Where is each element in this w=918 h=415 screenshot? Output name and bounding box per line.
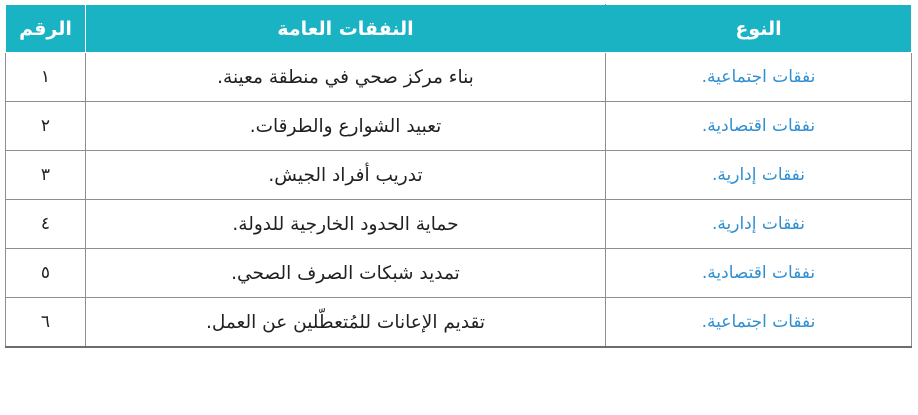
cell-type: نفقات اجتماعية. [606,298,912,348]
cell-number: ٥ [6,249,86,298]
cell-type: نفقات إدارية. [606,151,912,200]
cell-number: ٢ [6,102,86,151]
cell-expense: تقديم الإعانات للمُتعطّلين عن العمل. [86,298,606,348]
cell-type: نفقات اقتصادية. [606,249,912,298]
cell-number: ٤ [6,200,86,249]
table-row [6,53,912,102]
cell-expense: بناء مركز صحي في منطقة معينة. [86,53,606,102]
table-row [6,102,912,151]
table-row [6,298,912,348]
cell-expense: تدريب أفراد الجيش. [86,151,606,200]
column-header-type: النوع [606,5,912,53]
column-header-number: الرقم [6,5,86,53]
table-row [6,200,912,249]
table-header-row [6,5,912,53]
column-header-public-expenses: النفقات العامة [86,5,606,53]
table-row [6,151,912,200]
cell-type: نفقات اجتماعية. [606,53,912,102]
cell-type: نفقات إدارية. [606,200,912,249]
public-expenses-table [5,4,912,348]
cell-number: ٦ [6,298,86,348]
table-row [6,249,912,298]
cell-number: ١ [6,53,86,102]
cell-number: ٣ [6,151,86,200]
table-header [6,5,912,53]
table-body [6,53,912,348]
cell-expense: تمديد شبكات الصرف الصحي. [86,249,606,298]
cell-expense: تعبيد الشوارع والطرقات. [86,102,606,151]
cell-type: نفقات اقتصادية. [606,102,912,151]
cell-expense: حماية الحدود الخارجية للدولة. [86,200,606,249]
